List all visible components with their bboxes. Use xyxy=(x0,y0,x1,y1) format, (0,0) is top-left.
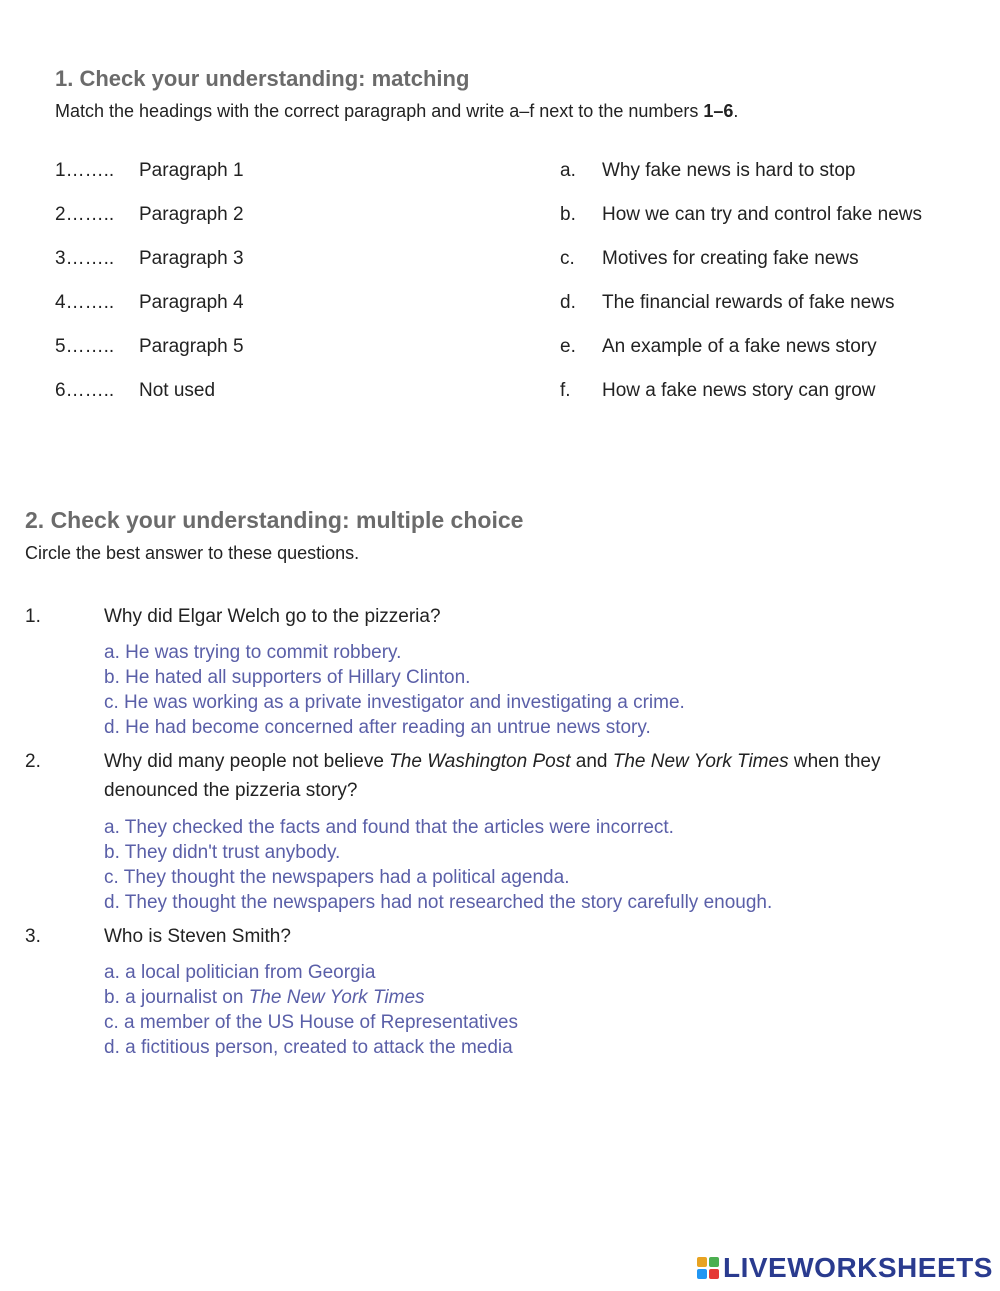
section2-instructions: Circle the best answer to these questions. xyxy=(25,543,360,563)
heading-text: How a fake news story can grow xyxy=(602,380,876,401)
answer-option[interactable]: d. a fictitious person, created to attack the media xyxy=(104,1037,513,1058)
heading-letter: f. xyxy=(560,380,571,401)
section2-title: 2. Check your understanding: multiple choice xyxy=(25,507,524,533)
answer-option[interactable]: a. He was trying to commit robbery. xyxy=(104,642,402,663)
answer-option[interactable]: d. They thought the newspapers had not researched the story carefully enough. xyxy=(104,892,773,913)
heading-text: Why fake news is hard to stop xyxy=(602,160,856,181)
logo-text: LIVEWORKSHEETS xyxy=(723,1252,993,1283)
answer-option[interactable]: c. a member of the US House of Representatives xyxy=(104,1012,518,1033)
matching-number[interactable]: 1…….. xyxy=(55,160,115,181)
answer-options xyxy=(104,960,518,1060)
question-text: Why did Elgar Welch go to the pizzeria? xyxy=(104,606,441,627)
matching-number[interactable]: 6…….. xyxy=(55,380,115,401)
paragraph-label: Paragraph 5 xyxy=(139,336,244,357)
answer-option[interactable]: c. They thought the newspapers had a political agenda. xyxy=(104,867,570,888)
heading-letter: a. xyxy=(560,160,576,181)
answer-options xyxy=(104,640,685,740)
logo-grid-icon xyxy=(697,1257,719,1279)
paragraph-label: Not used xyxy=(139,380,216,401)
paragraph-label: Paragraph 1 xyxy=(139,160,244,181)
heading-text: An example of a fake news story xyxy=(602,336,877,357)
question-text-line2: denounced the pizzeria story? xyxy=(104,780,358,801)
paragraph-label: Paragraph 2 xyxy=(139,204,244,225)
section1-title: 1. Check your understanding: matching xyxy=(55,66,470,91)
question-text: Why did many people not believe The Washington Post and The New York Times when they xyxy=(104,751,881,772)
answer-option[interactable]: d. He had become concerned after reading an untrue news story. xyxy=(104,717,651,738)
matching-number[interactable]: 2…….. xyxy=(55,204,115,225)
question-number: 3. xyxy=(25,926,41,947)
answer-option[interactable]: c. He was working as a private investigator and investigating a crime. xyxy=(104,692,685,713)
paragraph-label: Paragraph 3 xyxy=(139,248,244,269)
heading-letter: e. xyxy=(560,336,576,357)
question-number: 2. xyxy=(25,751,41,772)
answer-option[interactable]: b. a journalist on The New York Times xyxy=(104,987,425,1008)
answer-option[interactable]: b. He hated all supporters of Hillary Clinton. xyxy=(104,667,471,688)
answer-option[interactable]: b. They didn't trust anybody. xyxy=(104,842,341,863)
question-number: 1. xyxy=(25,606,41,627)
liveworksheets-logo[interactable] xyxy=(697,1252,993,1284)
answer-options xyxy=(104,815,772,915)
section1-instructions: Match the headings with the correct paragraph and write a–f next to the numbers 1–6. xyxy=(55,101,739,121)
matching-number[interactable]: 3…….. xyxy=(55,248,115,269)
heading-text: The financial rewards of fake news xyxy=(602,292,895,313)
paragraph-label: Paragraph 4 xyxy=(139,292,244,313)
question-text: Who is Steven Smith? xyxy=(104,926,291,947)
answer-option[interactable]: a. a local politician from Georgia xyxy=(104,962,376,983)
heading-text: Motives for creating fake news xyxy=(602,248,859,269)
heading-letter: d. xyxy=(560,292,576,313)
answer-option[interactable]: a. They checked the facts and found that the articles were incorrect. xyxy=(104,817,674,838)
heading-letter: b. xyxy=(560,204,576,225)
matching-number[interactable]: 5…….. xyxy=(55,336,115,357)
heading-text: How we can try and control fake news xyxy=(602,204,922,225)
heading-letter: c. xyxy=(560,248,575,269)
matching-number[interactable]: 4…….. xyxy=(55,292,115,313)
